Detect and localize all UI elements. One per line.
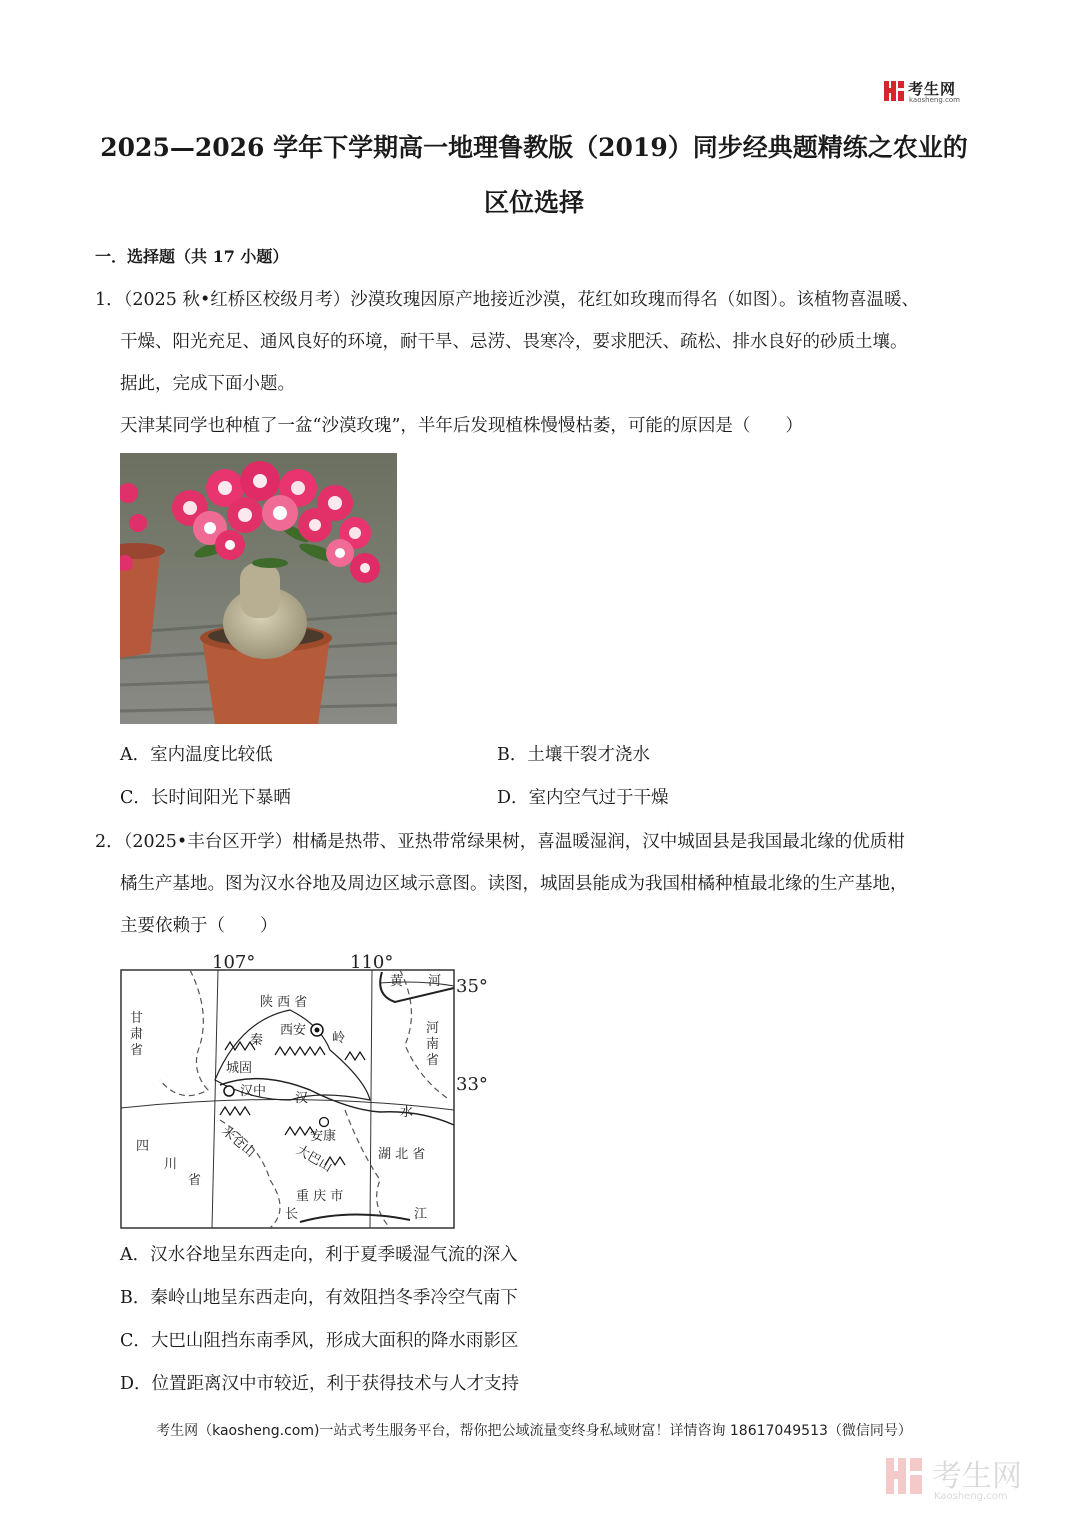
- map-huang: 黄: [390, 974, 404, 989]
- map-daba: 大巴山: [293, 1142, 335, 1176]
- map-ling: 岭: [332, 1031, 346, 1046]
- han-valley-map: [120, 950, 490, 1230]
- q1-question: 天津某同学也种植了一盆“沙漠玫瑰”，半年后发现植株慢慢枯萎，可能的原因是（ ）: [120, 416, 803, 436]
- map-hanzhong: 汉中: [240, 1084, 267, 1099]
- map-lat-33: 33°: [456, 1074, 488, 1095]
- q1-option-a[interactable]: A．室内温度比较低: [120, 745, 273, 765]
- section-heading: 一．选择题（共 17 小题）: [95, 247, 289, 266]
- q1-option-d[interactable]: D．室内空气过于干燥: [497, 788, 669, 808]
- map-han: 汉: [295, 1091, 309, 1106]
- q2-stem-line1: 2．（2025•丰台区开学）柑橘是热带、亚热带常绿果树，喜温暖湿润，汉中城固县是我国最北缘的优质柑: [95, 832, 905, 852]
- map-henan-2: 南: [426, 1037, 440, 1052]
- page-title-line1: 2025—2026 学年下学期高一地理鲁教版（2019）同步经典题精练之农业的: [100, 133, 968, 162]
- q1-stem-line2: 干燥、阳光充足、通风良好的环境，耐干旱、忌涝、畏寒冷，要求肥沃、疏松、排水良好的砂质土壤。: [120, 332, 908, 352]
- q1-stem-line3: 据此，完成下面小题。: [120, 374, 295, 394]
- map-lat-35: 35°: [456, 976, 488, 997]
- map-jiang: 江: [414, 1207, 428, 1222]
- map-sichuan-3: 省: [188, 1173, 202, 1188]
- logo-sub: kaosheng.com: [909, 96, 960, 104]
- map-qin: 秦: [250, 1033, 264, 1048]
- map-ankang: 安康: [310, 1129, 337, 1144]
- map-micang: 米仓山: [218, 1123, 258, 1161]
- map-gansu-3: 省: [130, 1043, 144, 1058]
- map-gansu-2: 肃: [130, 1027, 144, 1042]
- q2-stem-line3: 主要依赖于（ ）: [120, 916, 278, 936]
- map-chang: 长: [285, 1207, 299, 1222]
- map-henan-1: 河: [426, 1021, 440, 1036]
- map-gansu-1: 甘: [130, 1011, 144, 1026]
- map-he: 河: [428, 974, 442, 989]
- q1-stem-line1: 1．（2025 秋•红桥区校级月考）沙漠玫瑰因原产地接近沙漠，花红如玫瑰而得名（如图）。该植物喜温暖、: [95, 290, 920, 310]
- logo-name: 考生网: [908, 80, 957, 98]
- q2-option-a[interactable]: A．汉水谷地呈东西走向，利于夏季暖湿气流的深入: [120, 1245, 518, 1265]
- desert-rose-photo: [120, 453, 397, 724]
- map-hubei: 湖 北 省: [378, 1147, 426, 1162]
- q2-option-c[interactable]: C．大巴山阻挡东南季风，形成大面积的降水雨影区: [120, 1331, 519, 1351]
- footer-ad: 考生网（kaosheng.com)一站式考生服务平台，帮你把公域流量变终身私域财富！详情咨询 18617049513（微信同号）: [156, 1423, 912, 1439]
- q2-stem-line2: 橘生产基地。图为汉水谷地及周边区域示意图。读图，城固县能成为我国柑橘种植最北缘的生产基地，: [120, 874, 908, 894]
- q2-option-b[interactable]: B．秦岭山地呈东西走向，有效阻挡冬季冷空气南下: [120, 1288, 518, 1308]
- map-lon-110: 110°: [350, 952, 394, 973]
- watermark-sub: Kaosheng.com: [934, 1491, 1008, 1502]
- q2-option-d[interactable]: D．位置距离汉中市较近，利于获得技术与人才支持: [120, 1374, 520, 1394]
- q1-option-b[interactable]: B．土壤干裂才浇水: [497, 745, 650, 765]
- map-lon-107: 107°: [212, 952, 256, 973]
- q1-option-c[interactable]: C．长时间阳光下暴晒: [120, 788, 291, 808]
- map-xian: 西安: [280, 1023, 307, 1038]
- map-sichuan-2: 川: [164, 1157, 178, 1172]
- map-chongqing: 重 庆 市: [296, 1189, 344, 1204]
- watermark-text: 考生网: [932, 1459, 1022, 1494]
- map-henan-3: 省: [426, 1053, 440, 1068]
- map-sichuan-1: 四: [136, 1139, 150, 1154]
- map-shaanxi: 陕 西 省: [260, 995, 308, 1010]
- page-title-line2: 区位选择: [483, 188, 584, 217]
- map-shui: 水: [400, 1105, 414, 1120]
- map-chenggu: 城固: [226, 1061, 253, 1076]
- kaosheng-watermark: [884, 1452, 1044, 1502]
